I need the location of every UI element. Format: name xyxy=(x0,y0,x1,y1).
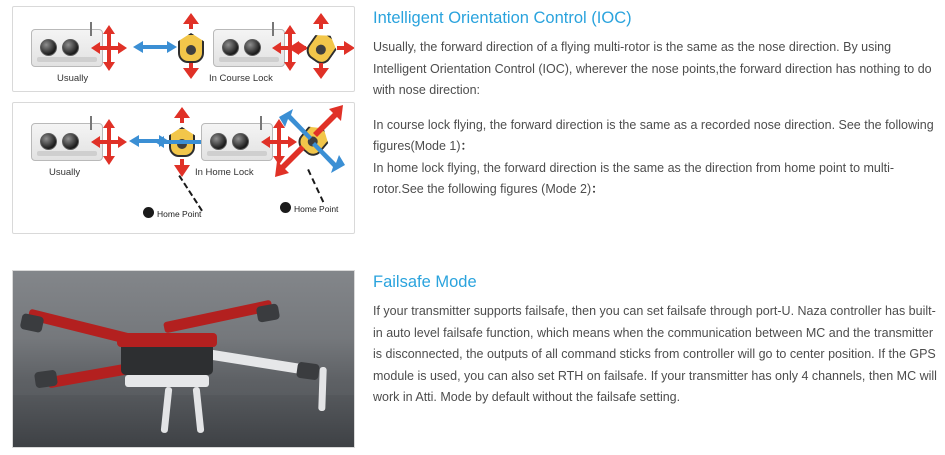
transmitter-panel xyxy=(219,57,279,62)
home-point-icon xyxy=(143,207,154,218)
red-diagonal-arrow-icon xyxy=(275,143,309,177)
motor-icon xyxy=(34,370,58,389)
right-stick-icon xyxy=(244,39,261,56)
red-right-arrow-icon xyxy=(337,41,355,55)
failsafe-photo-wrapper xyxy=(12,270,360,448)
colon-glyph: ： xyxy=(591,182,604,196)
failsafe-section xyxy=(12,270,937,448)
failsafe-title: Failsafe Mode xyxy=(373,273,477,291)
transmitter-panel xyxy=(37,57,97,62)
left-stick-icon xyxy=(210,133,227,150)
ioc-title: Intelligent Orientation Control (IOC) xyxy=(373,9,632,27)
home-point-icon xyxy=(280,202,291,213)
photo-floor xyxy=(13,395,354,447)
right-stick-icon xyxy=(62,133,79,150)
multirotor-icon xyxy=(303,28,342,67)
home-point-label: Home Point xyxy=(157,209,202,219)
red-down-arrow-icon xyxy=(174,159,190,177)
frame-bottom-plate xyxy=(125,375,209,387)
diagram-caption: Usually xyxy=(57,73,89,84)
failsafe-paragraph-1: If your transmitter supports failsafe, then you can set failsafe through port-U. Naza controller has built-in auto level failsafe function, which means when the communication between MC and the transmitter is disconnected, the outputs of all command sticks from controller will go to center position. If the GPS module is used, you can also set RTH on failsafe. If your transmitter has only 4 channels, then MC will work in Atti. Mode by default without the failsafe setting. xyxy=(373,304,937,404)
left-stick-icon xyxy=(40,133,57,150)
ioc-paragraph-3 xyxy=(373,158,937,201)
ioc-diagrams xyxy=(12,6,360,234)
multirotor-center-dot xyxy=(186,45,196,55)
red-up-arrow-icon xyxy=(313,13,329,29)
red-diagonal-arrow-icon xyxy=(309,105,343,139)
multirotor-icon xyxy=(178,33,204,63)
home-link-line xyxy=(307,169,324,202)
ioc-paragraph-2 xyxy=(373,115,937,158)
red-down-arrow-icon xyxy=(313,63,329,79)
frame-top-plate xyxy=(117,333,217,347)
failsafe-text-block xyxy=(373,270,937,448)
ioc-section xyxy=(12,6,937,234)
diagram-caption: In Home Lock xyxy=(195,167,254,178)
blue-double-arrow-icon xyxy=(133,40,177,54)
home-link-line xyxy=(178,175,203,211)
ioc-paragraph-2-text: In course lock flying, the forward direction is the same as a recorded nose direction. See the following figures(Mode 1) xyxy=(373,117,934,153)
diagram-caption: Usually xyxy=(49,167,81,178)
red-up-arrow-icon xyxy=(183,13,199,29)
diagram-caption: In Course Lock xyxy=(209,73,273,84)
multirotor-photo xyxy=(12,270,355,448)
course-lock-diagram xyxy=(12,6,355,92)
red-cross-arrows-icon xyxy=(91,25,127,71)
left-stick-icon xyxy=(40,39,57,56)
red-up-arrow-icon xyxy=(174,107,190,123)
home-point-label: Home Point xyxy=(294,204,339,214)
ioc-paragraph-1: Usually, the forward direction of a flying multi-rotor is the same as the nose direction. By using Intelligent Orientation Control (IOC), wherever the nose points,the forward direction has nothing to do with nose direction: xyxy=(373,40,932,97)
right-stick-icon xyxy=(62,39,79,56)
colon-glyph: ： xyxy=(460,139,474,153)
red-cross-arrows-icon xyxy=(91,119,127,165)
transmitter-panel xyxy=(37,151,97,156)
transmitter-panel xyxy=(207,151,267,156)
ioc-text-block xyxy=(373,6,937,234)
red-down-arrow-icon xyxy=(183,63,199,79)
red-left-arrow-icon xyxy=(288,41,306,55)
motor-icon xyxy=(296,362,320,381)
left-stick-icon xyxy=(222,39,239,56)
home-lock-diagram xyxy=(12,102,355,234)
right-stick-icon xyxy=(232,133,249,150)
ioc-paragraph-3-text: In home lock flying, the forward direction is the same as the direction from home point to multi-rotor.See the following figures (Mode 2) xyxy=(373,160,895,196)
